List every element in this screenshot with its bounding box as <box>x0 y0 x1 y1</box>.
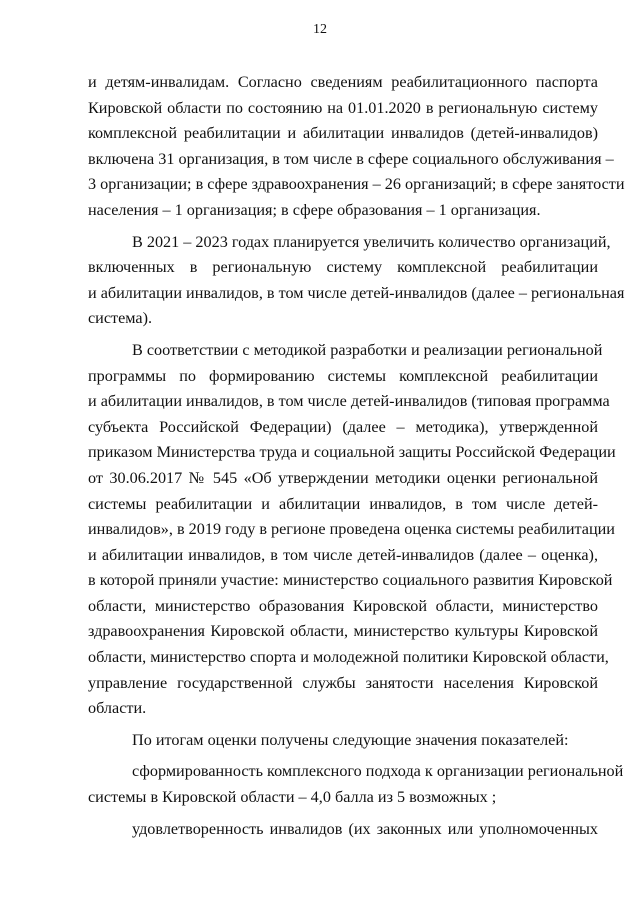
text-line: включена 31 организация, в том числе в сфере социального обслуживания – <box>88 149 614 168</box>
text-line: включенных в региональную систему комплексной реабилитации <box>88 258 598 277</box>
text-line: комплексной реабилитации и абилитации инвалидов (детей-инвалидов) <box>88 124 598 143</box>
paragraph <box>88 728 598 754</box>
text-line: здравоохранения Кировской области, министерство культуры Кировской <box>88 622 598 641</box>
document-body <box>88 70 625 842</box>
text-line: и абилитации инвалидов, в том числе детей-инвалидов (типовая программа <box>88 392 610 411</box>
text-line: области, министерство образования Кировской области, министерство <box>88 596 598 615</box>
text-line: По итогам оценки получены следующие значения показателей: <box>132 730 569 749</box>
text-line: удовлетворенность инвалидов (их законных или уполномоченных <box>132 819 598 838</box>
text-line: В соответствии с методикой разработки и реализации региональной <box>132 340 603 359</box>
text-line: и абилитации инвалидов, в том числе детей-инвалидов (далее – региональная <box>88 283 625 302</box>
text-line: области. <box>88 699 147 718</box>
text-line: сформированность комплексного подхода к организации региональной <box>132 762 624 781</box>
paragraph <box>88 759 624 810</box>
text-line: программы по формированию системы комплексной реабилитации <box>88 366 598 385</box>
text-line: Кировской области по состоянию на 01.01.2020 в региональную систему <box>88 98 598 117</box>
text-line: системы в Кировской области – 4,0 балла из 5 возможных ; <box>88 788 497 807</box>
text-line: от 30.06.2017 № 545 «Об утверждении методики оценки региональной <box>88 468 598 487</box>
text-line: области, министерство спорта и молодежной политики Кировской области, <box>88 648 609 667</box>
text-line: управление государственной службы занятости населения Кировской <box>88 673 598 692</box>
page-number: 12 <box>313 22 327 37</box>
paragraph <box>88 70 625 224</box>
paragraph <box>88 817 598 843</box>
text-line: системы реабилитации и абилитации инвалидов, в том числе детей- <box>88 494 598 513</box>
text-line: и абилитации инвалидов, в том числе детей-инвалидов (далее – оценка), <box>88 545 598 564</box>
text-line: приказом Министерства труда и социальной защиты Российской Федерации <box>88 443 616 462</box>
paragraph <box>88 230 625 332</box>
text-line: 3 организации; в сфере здравоохранения – 26 организаций; в сфере занятости <box>88 175 625 194</box>
paragraph <box>88 338 616 722</box>
text-line: субъекта Российской Федерации) (далее – методика), утвержденной <box>88 417 598 436</box>
text-line: инвалидов», в 2019 году в регионе проведена оценка системы реабилитации <box>88 520 615 539</box>
text-line: В 2021 – 2023 годах планируется увеличить количество организаций, <box>132 232 611 251</box>
text-line: и детям-инвалидам. Согласно сведениям реабилитационного паспорта <box>88 73 598 91</box>
text-line: система). <box>88 309 153 328</box>
text-line: в которой приняли участие: министерство социального развития Кировской <box>88 571 613 590</box>
text-line: населения – 1 организация; в сфере образования – 1 организация. <box>88 200 541 219</box>
